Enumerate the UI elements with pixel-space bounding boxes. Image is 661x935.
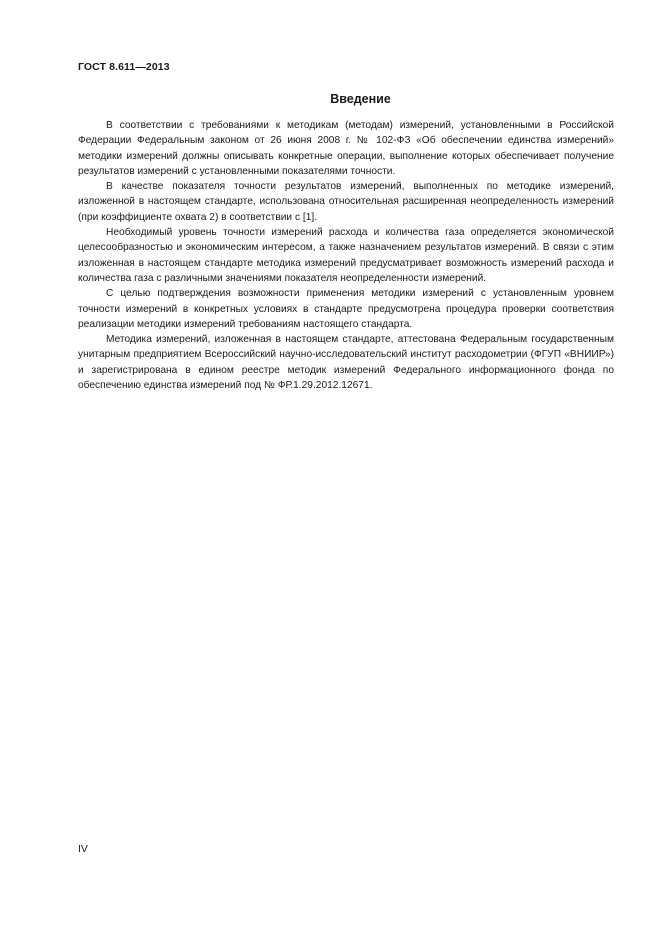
paragraph: В соответствии с требованиями к методикам (методам) измерений, установленными в Российской Федерации Федеральным законом от 26 июня 2008 г. № 102-ФЗ «Об обеспечении единства измерений» методики измерений должны описывать конкретные операции, выполнение которых обеспечивает получение результатов измерений с установленными показателями точности. <box>78 120 614 177</box>
document-code: ГОСТ 8.611—2013 <box>78 61 170 73</box>
paragraph: Необходимый уровень точности измерений расхода и количества газа определяется экономической целесообразностью и экономическим интересом, а также назначением результатов измерений. В связи с этим изложенная в настоящем стандарте методика измерений предусматривает возможность измерений расхода и количества газа с различными значениями показателя неопределенности измерений. <box>78 227 614 284</box>
section-title-wrapper <box>0 92 661 106</box>
page-number: IV <box>78 843 88 855</box>
paragraph: С целью подтверждения возможности применения методики измерений с установленным уровнем точности измерений в конкретных условиях в стандарте предусмотрена процедура проверки соответствия реализации методики измерений требованиям настоящего стандарта. <box>78 288 614 330</box>
paragraph: Методика измерений, изложенная в настоящем стандарте, аттестована Федеральным государственным унитарным предприятием Всероссийский научно-исследовательский институт расходометрии (ФГУП «ВНИИР») и зарегистрирована в едином реестре методик измерений Федерального информационного фонда по обеспечению единства измерений под № ФР.1.29.2012.12671. <box>78 334 614 392</box>
paragraph: В качестве показателя точности результатов измерений, выполненных по методике измерений, изложенной в настоящем стандарте, использована относительная расширенная неопределенность измерений (при коэффициенте охвата 2) в соответствии с [1]. <box>78 181 614 223</box>
introduction-body <box>78 118 614 393</box>
section-title: Введение <box>330 92 391 106</box>
